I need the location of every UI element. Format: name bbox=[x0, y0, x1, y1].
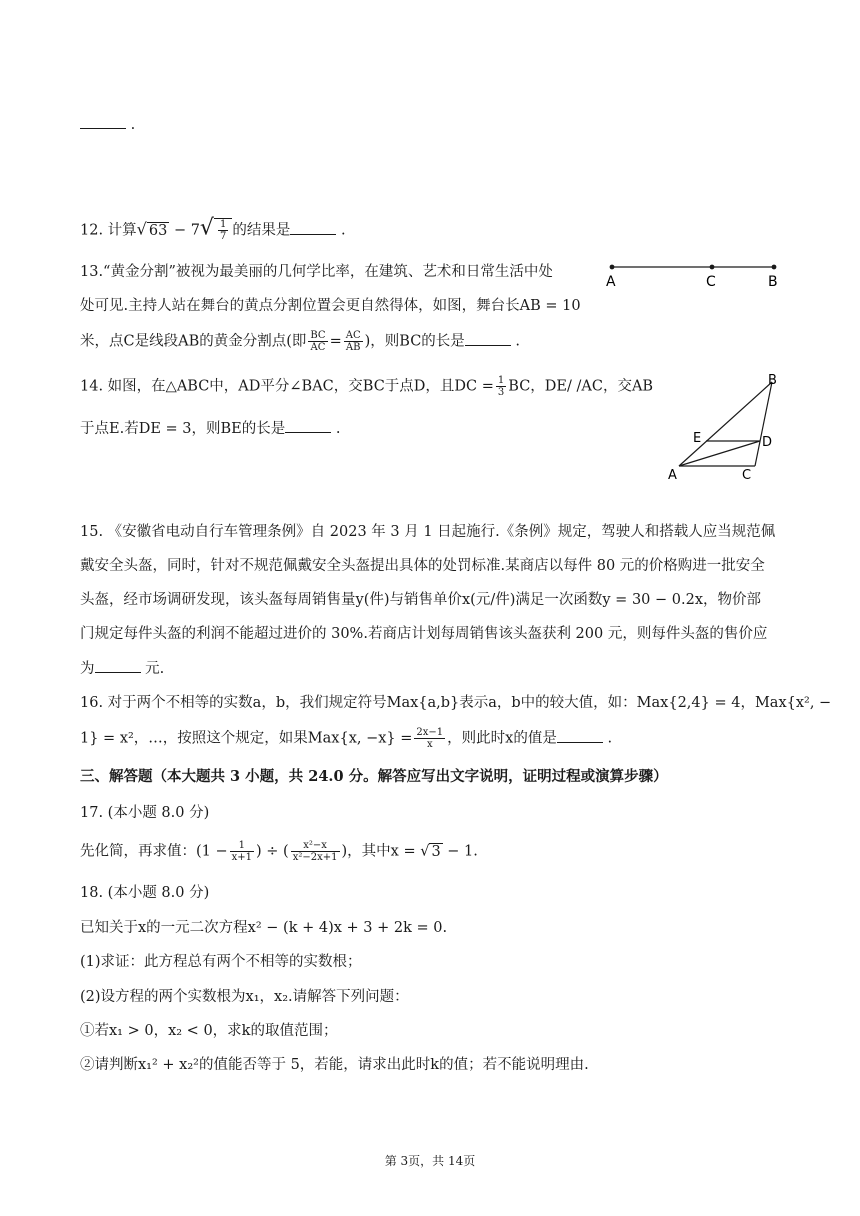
triangle-figure bbox=[662, 370, 792, 486]
question-17-heading: 17. (本小题 8.0 分) bbox=[80, 805, 210, 821]
question-15-line-5: 为 元. bbox=[80, 658, 164, 679]
question-15-line-2: 戴安全头盔，同时，针对不规范佩戴安全头盔提出具体的处罚标准.某商店以每件 80 元的价格购进一批安全 bbox=[80, 558, 765, 574]
question-13-line-1: 13.“黄金分割”被视为最美丽的几何学比率，在建筑、艺术和日常生活中处 bbox=[80, 264, 553, 280]
question-13-line-2: 处可见.主持人站在舞台的黄点分割位置会更自然得体，如图，舞台长AB = 10 bbox=[80, 298, 581, 314]
question-14-line-2: 于点E.若DE = 3，则BE的长是 . bbox=[80, 418, 340, 439]
previous-answer-blank-line: . bbox=[80, 114, 135, 135]
question-18-line-5: ②请判断x₁² + x₂²的值能否等于 5，若能，请求出此时k的值；若不能说明理由. bbox=[80, 1057, 589, 1073]
question-18-line-4: ①若x₁ > 0，x₂ < 0，求k的取值范围； bbox=[80, 1023, 338, 1039]
question-18-line-3: (2)设方程的两个实数根为x₁，x₂.请解答下列问题： bbox=[80, 989, 409, 1005]
answer-blank[interactable] bbox=[285, 418, 331, 433]
svg-text:C: C bbox=[742, 468, 752, 483]
svg-text:E: E bbox=[693, 431, 702, 446]
section-3-heading: 三、解答题（本大题共 3 小题，共 24.0 分。解答应写出文字说明，证明过程或演算步骤） bbox=[80, 768, 668, 785]
golden-section-figure bbox=[600, 255, 790, 295]
answer-blank[interactable] bbox=[465, 331, 511, 346]
svg-text:A: A bbox=[668, 468, 677, 483]
answer-blank[interactable] bbox=[80, 114, 126, 129]
question-13-line-3: 米，点C是线段AB的黄金分割点(即 $\frac{BC}{AC}$ = $\frac{AC}{AB}$ )，则BC的长是 . bbox=[80, 330, 521, 353]
question-15-line-4: 门规定每件头盔的利润不能超过进价的 30%.若商店计划每周销售该头盔获利 200 元，则每件头盔的售价应 bbox=[80, 626, 768, 642]
answer-blank[interactable] bbox=[95, 658, 141, 673]
question-14-line-1: 14. 如图，在△ABC中，AD平分∠BAC，交BC于点D，且DC = $\frac{1}{3}$ BC，DE/ /AC，交AB bbox=[80, 375, 654, 398]
ratio-ac-ab: $\frac{AC}{AB}$ bbox=[345, 330, 361, 353]
point-c-label: C bbox=[706, 274, 716, 290]
question-17-body: 先化简，再求值：(1 − $\frac{1}{x+1}$ ) ÷ ( $\frac{\text{x²−x}}{\text{x²−2x+1}}$ )，其中x = √ 3 − 1. bbox=[80, 840, 478, 863]
ratio-bc-ac: $\frac{BC}{AC}$ bbox=[310, 330, 326, 353]
point-b-label: B bbox=[768, 274, 778, 290]
question-18-line-1: 已知关于x的一元二次方程x² − (k + 4)x + 3 + 2k = 0. bbox=[80, 920, 448, 936]
answer-blank[interactable] bbox=[290, 220, 336, 235]
question-16-line-2: 1} = x²，…，按照这个规定，如果Max{x, −x} = $\frac{2x-1}{x}$ ，则此时x的值是 . bbox=[80, 727, 613, 750]
question-18-line-2: (1)求证：此方程总有两个不相等的实数根； bbox=[80, 954, 362, 970]
svg-text:D: D bbox=[762, 435, 773, 450]
answer-blank[interactable] bbox=[557, 728, 603, 743]
point-a-label: A bbox=[606, 274, 616, 290]
page-footer: 第 3页，共 14页 bbox=[384, 1154, 476, 1168]
question-15-line-1: 15. 《安徽省电动自行车管理条例》自 2023 年 3 月 1 日起施行.《条例》规定，驾驶人和搭载人应当规范佩 bbox=[80, 524, 776, 540]
svg-text:B: B bbox=[768, 373, 777, 388]
question-16-line-1: 16. 对于两个不相等的实数a，b，我们规定符号Max{a,b}表示a，b中的较大值，如：Max{2,4} = 4，Max{x², − bbox=[80, 695, 832, 711]
question-15-line-3: 头盔，经市场调研发现，该头盔每周销售量y(件)与销售单价x(元/件)满足一次函数y = 30 − 0.2x，物价部 bbox=[80, 592, 761, 608]
question-12: 12. 计算√ 63 − 7√ $\frac{1}{7}$ 的结果是 . bbox=[80, 215, 346, 242]
question-18-heading: 18. (本小题 8.0 分) bbox=[80, 885, 210, 901]
